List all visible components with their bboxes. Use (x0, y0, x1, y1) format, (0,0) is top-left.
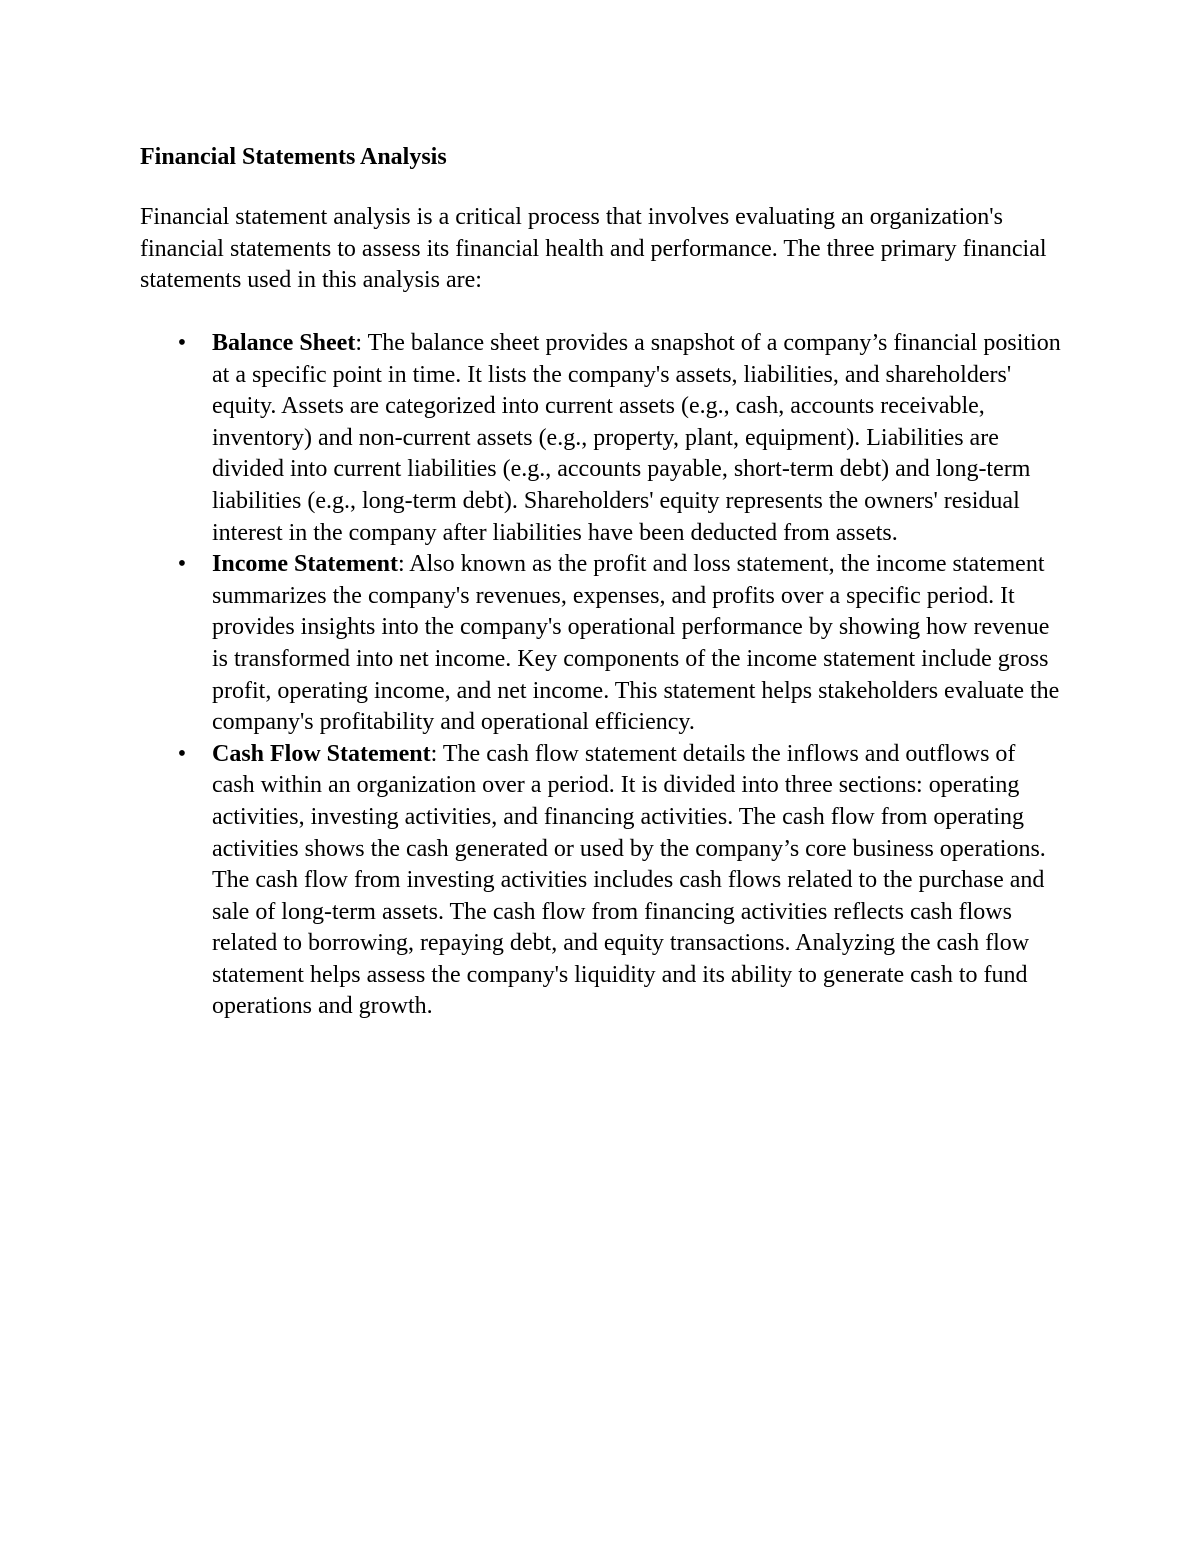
statement-list (0, 328, 1200, 1023)
list-item-text: : The cash flow statement details the inflows and outflows of cash within an organization over a period. It is divided into three sections: operating activities, investing activities, and financing activities. The cash flow from operating activities shows the cash generated or used by the company’s core business operations. The cash flow from investing activities includes cash flows related to the purchase and sale of long-term assets. The cash flow from financing activities reflects cash flows related to borrowing, repaying debt, and equity transactions. Analyzing the cash flow statement helps assess the company's liquidity and its ability to generate cash to fund operations and growth. (212, 740, 1046, 1020)
list-item-label: Income Statement (212, 551, 398, 578)
list-item-label: Balance Sheet (212, 330, 356, 356)
intro-paragraph: Financial statement analysis is a critical process that involves evaluating an organization's financial statements to assess its financial health and performance. The three primary financial statements used in this analysis are: (140, 204, 1047, 294)
list-item-cash-flow-statement (177, 739, 1064, 1023)
list-item-text: : The balance sheet provides a snapshot of a company’s financial position at a specific point in time. It lists the company's assets, liabilities, and shareholders' equity. Assets are categorized into current assets (e.g., cash, accounts receivable, inventory) and non-current assets (e.g., property, plant, equipment). Liabilities are divided into current liabilities (e.g., accounts payable, short-term debt) and long-term liabilities (e.g., long-term debt). Shareholders' equity represents the owners' residual interest in the company after liabilities have been deducted from assets. (212, 330, 1061, 546)
list-item-text: : Also known as the profit and loss statement, the income statement summarizes the company's revenues, expenses, and profits over a specific period. It provides insights into the company's operational performance by showing how revenue is transformed into net income. Key components of the income statement include gross profit, operating income, and net income. This statement helps stakeholders evaluate the company's profitability and operational efficiency. (212, 551, 1060, 736)
bullet-icon: • (177, 330, 187, 356)
list-item-label: Cash Flow Statement (212, 740, 431, 767)
document-title: Financial Statements Analysis (140, 144, 447, 170)
bullet-icon: • (177, 740, 187, 767)
bullet-icon: • (177, 551, 187, 578)
list-item-balance-sheet (177, 328, 1064, 549)
list-item-income-statement (177, 549, 1064, 739)
